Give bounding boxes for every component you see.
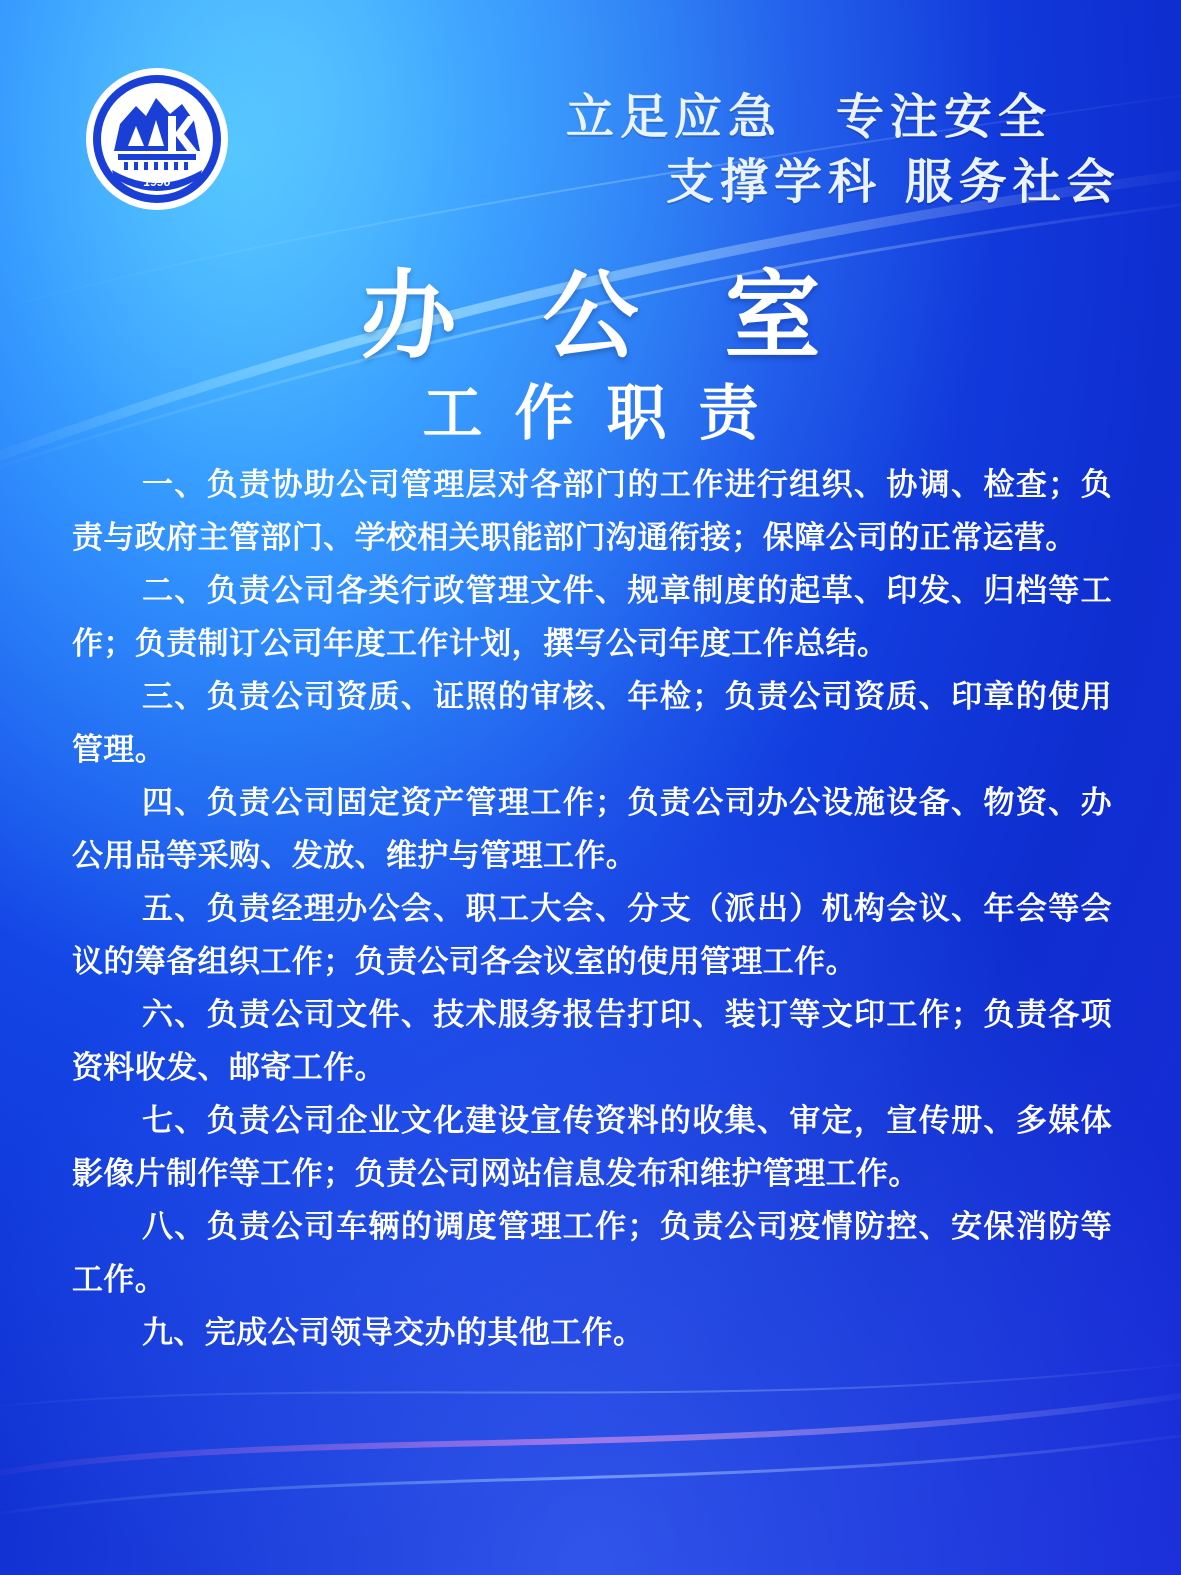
- institute-seal-icon: [84, 66, 230, 212]
- duty-item-7: 七、负责公司企业文化建设宣传资料的收集、审定，宣传册、多媒体影像片制作等工作；负责公司网站信息发布和维护管理工作。: [72, 1103, 1112, 1192]
- page-subtitle: 工作职责: [422, 379, 791, 449]
- duty-item-5: 五、负责经理办公会、职工大会、分支（派出）机构会议、年会等会议的筹备组织工作；负责公司各会议室的使用管理工作。: [72, 891, 1112, 980]
- duty-item-8: 八、负责公司车辆的调度管理工作；负责公司疫情防控、安保消防等工作。: [72, 1209, 1112, 1298]
- duties-list: [72, 459, 1112, 1360]
- slogan-line-1: 立足应急 专注安全: [566, 89, 1053, 145]
- svg-text:1996: 1996: [143, 175, 171, 189]
- duty-item-6: 六、负责公司文件、技术服务报告打印、装订等文印工作；负责各项资料收发、邮寄工作。: [72, 997, 1112, 1086]
- page-title: 办公室: [360, 260, 907, 372]
- duty-item-4: 四、负责公司固定资产管理工作；负责公司办公设施设备、物资、办公用品等采购、发放、维护与管理工作。: [72, 785, 1112, 874]
- duty-item-1: 一、负责协助公司管理层对各部门的工作进行组织、协调、检查；负责与政府主管部门、学校相关职能部门沟通衔接；保障公司的正常运营。: [72, 467, 1112, 556]
- slogan-line-2: 支撑学科 服务社会: [666, 154, 1121, 210]
- duty-item-3: 三、负责公司资质、证照的审核、年检；负责公司资质、印章的使用管理。: [72, 679, 1112, 768]
- duty-item-9: 九、完成公司领导交办的其他工作。: [142, 1315, 645, 1351]
- duty-item-2: 二、负责公司各类行政管理文件、规章制度的起草、印发、归档等工作；负责制订公司年度工作计划，撰写公司年度工作总结。: [72, 573, 1112, 662]
